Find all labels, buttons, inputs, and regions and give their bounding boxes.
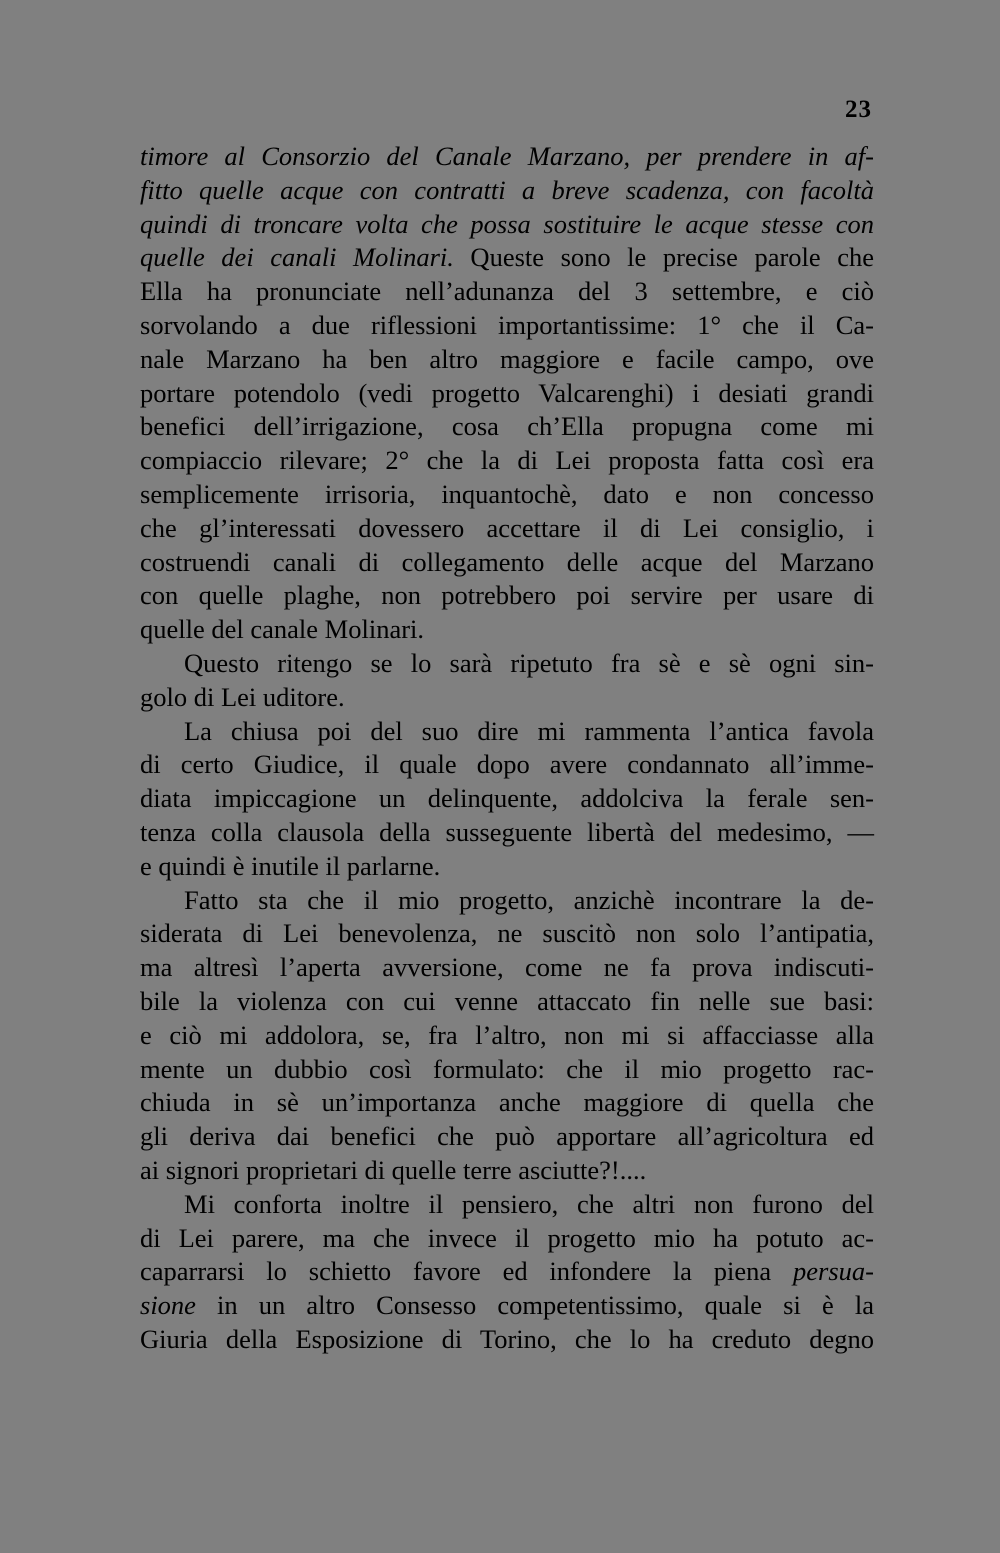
text-line	[140, 850, 874, 884]
text-line	[140, 1154, 874, 1188]
text-line	[140, 613, 874, 647]
text-segment: benefici dell’irrigazione, cosa ch’Ella propugna come mi	[140, 411, 874, 442]
text-line	[140, 1255, 874, 1289]
text-segment: e quindi è inutile il parlarne.	[140, 850, 441, 881]
text-line	[140, 140, 874, 174]
text-line	[140, 1053, 874, 1087]
text-segment: chiuda in sè un’importanza anche maggiore di quella che	[140, 1087, 874, 1118]
text-segment: persua-	[793, 1256, 874, 1287]
text-line	[140, 579, 874, 613]
text-segment: che gl’interessati dovessero accettare il di Lei consiglio, i	[140, 512, 874, 543]
text-segment: timore al Consorzio del Canale Marzano, per prendere in af-	[140, 141, 874, 171]
text-line	[140, 1086, 874, 1120]
text-line	[140, 546, 874, 580]
text-line	[140, 241, 874, 275]
text-segment: semplicemente irrisoria, inquantochè, dato e non concesso	[140, 478, 874, 509]
text-segment: sione	[140, 1290, 196, 1321]
text-segment: compiaccio rilevare; 2° che la di Lei proposta fatta così era	[140, 445, 874, 476]
text-line	[140, 715, 874, 749]
text-segment: quelle del canale Molinari.	[140, 614, 425, 645]
text-line	[140, 1289, 874, 1323]
text-line	[140, 174, 874, 208]
text-segment: siderata di Lei benevolenza, ne suscitò non solo l’antipatia,	[140, 918, 874, 949]
text-segment: bile la violenza con cui venne attaccato fin nelle sue basi:	[140, 985, 874, 1016]
text-line	[140, 782, 874, 816]
text-line	[140, 816, 874, 850]
text-line	[140, 1323, 874, 1357]
text-segment: nale Marzano ha ben altro maggiore e facile campo, ove	[140, 343, 874, 374]
text-line	[140, 275, 874, 309]
text-segment: mente un dubbio così formulato: che il mio progetto rac-	[140, 1053, 874, 1084]
text-line	[140, 343, 874, 377]
text-line	[140, 985, 874, 1019]
text-line	[140, 951, 874, 985]
text-segment: con quelle plaghe, non potrebbero poi servire per usare di	[140, 580, 874, 611]
text-segment: La chiusa poi del suo dire mi rammenta l’antica favola	[184, 715, 874, 746]
text-segment: quindi di troncare volta che possa sostituire le acque stesse con	[140, 208, 874, 239]
text-segment: ma altresì l’aperta avversione, come ne fa prova indiscuti-	[140, 952, 874, 983]
text-segment: Giuria della Esposizione di Torino, che lo ha creduto degno	[140, 1323, 874, 1354]
text-line	[140, 1222, 874, 1256]
text-line	[140, 917, 874, 951]
text-segment: fitto quelle acque con contratti a breve scadenza, con facoltà	[140, 174, 874, 205]
text-segment: costruendi canali di collegamento delle acque del Marzano	[140, 546, 874, 577]
text-line	[140, 647, 874, 681]
text-line	[140, 512, 874, 546]
text-segment: quelle dei canali Molinari.	[140, 242, 454, 273]
text-segment: Fatto sta che il mio progetto, anzichè incontrare la de-	[184, 884, 874, 915]
text-line	[140, 208, 874, 242]
text-line	[140, 1019, 874, 1053]
text-segment: e ciò mi addolora, se, fra l’altro, non mi si affacciasse alla	[140, 1019, 874, 1050]
text-line	[140, 1188, 874, 1222]
text-segment: sorvolando a due riflessioni importantissime: 1° che il Ca-	[140, 309, 874, 340]
body-text	[140, 140, 874, 1357]
text-line	[140, 309, 874, 343]
page-number: 23	[845, 96, 872, 123]
text-line	[140, 410, 874, 444]
text-segment: tenza colla clausola della susseguente libertà del medesimo, —	[140, 816, 874, 847]
text-line	[140, 681, 874, 715]
text-segment: diata impiccagione un delinquente, addolciva la ferale sen-	[140, 783, 874, 814]
text-segment: gli deriva dai benefici che può apportare all’agricoltura ed	[140, 1121, 874, 1152]
text-segment: Queste sono le precise parole che	[453, 242, 874, 273]
text-segment: golo di Lei uditore.	[140, 681, 345, 712]
text-segment: in un altro Consesso competentissimo, quale si è la	[195, 1290, 874, 1321]
text-line	[140, 884, 874, 918]
text-line	[140, 377, 874, 411]
text-segment: Mi conforta inoltre il pensiero, che altri non furono del	[184, 1188, 874, 1219]
text-segment: di certo Giudice, il quale dopo avere condannato all’imme-	[140, 749, 874, 780]
text-segment: ai signori proprietari di quelle terre asciutte?!....	[140, 1154, 647, 1185]
text-segment: Questo ritengo se lo sarà ripetuto fra sè e sè ogni sin-	[184, 647, 874, 678]
text-line	[140, 444, 874, 478]
text-segment: portare potendolo (vedi progetto Valcarenghi) i desiati grandi	[140, 377, 874, 408]
text-line	[140, 748, 874, 782]
text-segment: di Lei parere, ma che invece il progetto mio ha potuto ac-	[140, 1222, 874, 1253]
text-segment: Ella ha pronunciate nell’adunanza del 3 settembre, e ciò	[140, 276, 874, 307]
text-line	[140, 478, 874, 512]
text-segment: caparrarsi lo schietto favore ed infondere la piena	[140, 1256, 794, 1287]
text-line	[140, 1120, 874, 1154]
